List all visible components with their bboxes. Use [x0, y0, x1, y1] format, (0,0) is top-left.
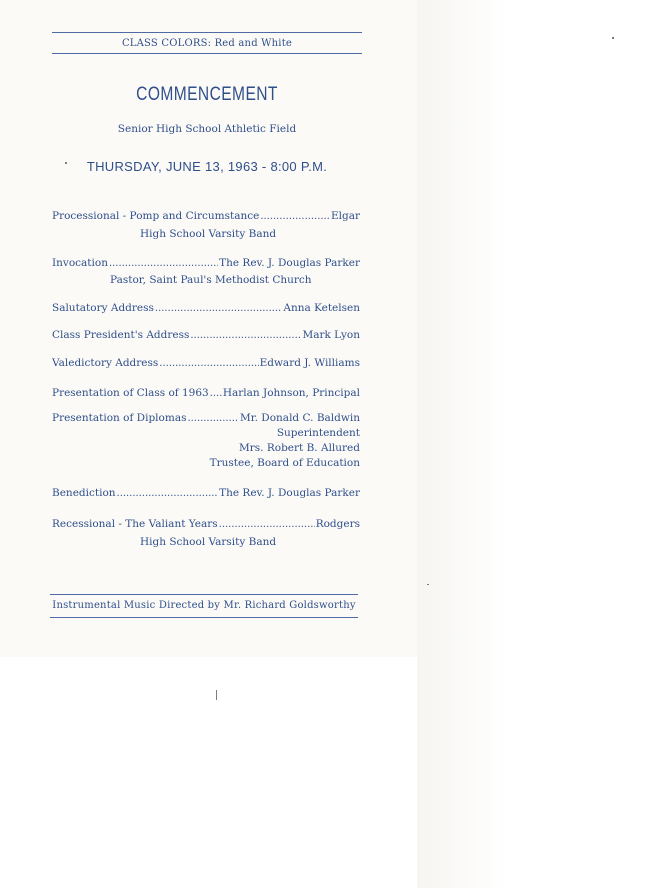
program-item-sub: High School Varsity Band [140, 228, 277, 240]
program-item-valedictory [52, 356, 360, 371]
page-title: COMMENCEMENT [136, 84, 278, 105]
program-item-person: Anna Ketelsen [283, 302, 360, 314]
program-item-title: Valedictory Address [52, 357, 159, 369]
program-item-sub: Trustee, Board of Education [209, 457, 360, 469]
scan-speck [65, 162, 67, 164]
program-item-diplomas [52, 411, 360, 471]
program-item-sub: Pastor, Saint Paul's Methodist Church [110, 274, 312, 286]
top-rule-lower [52, 53, 362, 54]
program-item-title: Class President's Address [52, 329, 190, 341]
program-item-title: Benediction [52, 487, 116, 499]
dot-leader [109, 256, 218, 271]
dot-leader [210, 386, 222, 401]
program-item-title: Processional - Pomp and Circumstance [52, 210, 260, 222]
music-director-text: Instrumental Music Directed by Mr. Richard Goldsworthy [52, 600, 356, 611]
program-item-title: Invocation [52, 257, 108, 269]
class-colors-banner [52, 38, 362, 49]
program-item-person: Mr. Donald C. Baldwin [240, 412, 360, 424]
program-item-class-president [52, 328, 360, 343]
music-director-banner [50, 600, 358, 611]
program-item-title: Recessional - The Valiant Years [52, 518, 218, 530]
program-item-person: Elgar [330, 210, 360, 222]
dot-leader [187, 411, 239, 426]
program-item-person: Mark Lyon [302, 329, 360, 341]
program-item-person: The Rev. J. Douglas Parker [219, 487, 360, 499]
scan-speck [612, 37, 614, 39]
program-item-presentation-class [52, 386, 360, 401]
program-item-title: Presentation of Diplomas [52, 412, 187, 424]
program-item-person: Edward J. Williams [259, 357, 360, 369]
top-rule-upper [52, 32, 362, 33]
venue-text: Senior High School Athletic Field [117, 123, 297, 135]
program-item-processional [52, 209, 360, 242]
program-item-title: Presentation of Class of 1963 [52, 387, 209, 399]
program-item-recessional [52, 517, 360, 550]
program-item-person: Rodgers [315, 518, 360, 530]
bottom-rule-lower [50, 617, 358, 618]
scan-speck [427, 584, 429, 585]
dot-leader [159, 356, 258, 371]
date-time-text: THURSDAY, JUNE 13, 1963 - 8:00 P.M. [86, 159, 328, 174]
program-item-title: Salutatory Address [52, 302, 154, 314]
program-item-salutatory [52, 301, 360, 316]
scan-speck [216, 690, 217, 700]
program-item-invocation [52, 256, 360, 288]
program-item-person: The Rev. J. Douglas Parker [219, 257, 360, 269]
dot-leader [219, 517, 315, 532]
page-margin [417, 0, 646, 888]
program-item-sub: Mrs. Robert B. Allured [239, 442, 360, 454]
bottom-rule-upper [50, 594, 358, 595]
class-colors-text: CLASS COLORS: Red and White [121, 38, 293, 49]
program-item-person: Harlan Johnson, Principal [222, 387, 360, 399]
dot-leader [260, 209, 330, 224]
dot-leader [117, 486, 219, 501]
program-item-benediction [52, 486, 360, 501]
program-item-sub: Superintendent [276, 427, 360, 439]
program-item-sub: High School Varsity Band [140, 536, 277, 548]
dot-leader [190, 328, 301, 343]
dot-leader [155, 301, 282, 316]
